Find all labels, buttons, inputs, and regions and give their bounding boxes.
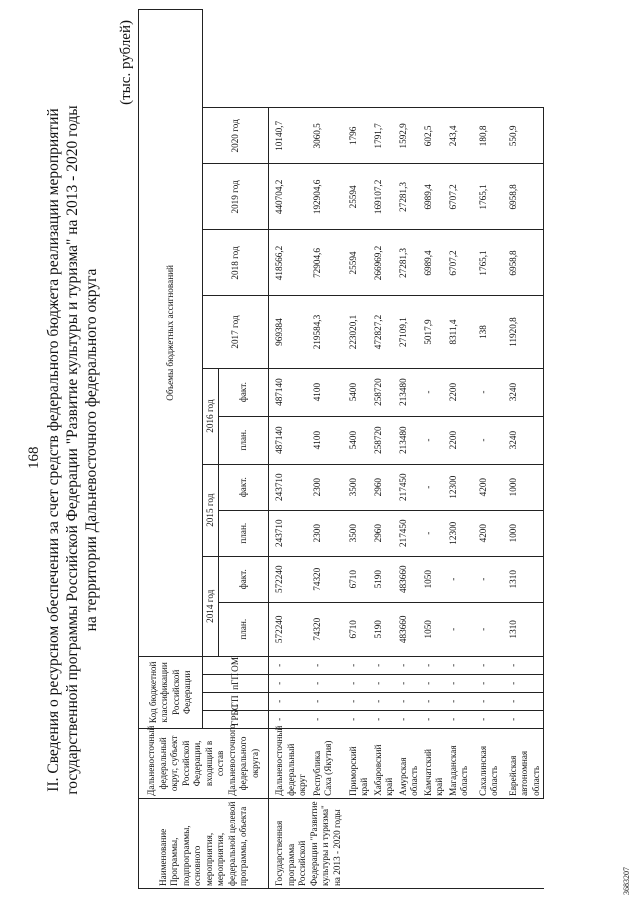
cell-f2014: 1310 — [507, 556, 544, 602]
cell-grbs: - — [269, 710, 311, 728]
units-label: (тыс. рублей) — [118, 20, 134, 105]
budget-table — [138, 9, 544, 889]
cell-gp: - — [347, 692, 372, 710]
title-line: II. Сведения о ресурсном обеспечении за счет средств федерального бюджета реализации мероприятий — [45, 108, 62, 792]
cell-y2017: 8311,4 — [447, 296, 477, 368]
cell-grbs: - — [507, 710, 544, 728]
cell-pgp: - — [447, 674, 477, 692]
header-plan: план. — [219, 602, 269, 656]
cell-gp: - — [477, 692, 507, 710]
cell-om: - — [311, 656, 347, 674]
cell-gp: - — [507, 692, 544, 710]
header-program: Наименование Программы, подпрограммы, основного мероприятия, мероприятия, федеральной целевой программы, объекта — [139, 798, 269, 888]
cell-y2017: 969384 — [269, 296, 311, 368]
header-year-2019: 2019 год — [203, 164, 269, 230]
cell-f2015: 2300 — [311, 464, 347, 510]
cell-y2019: 1765,1 — [477, 164, 507, 230]
cell-y2018: 6989,4 — [422, 230, 447, 296]
cell-om: - — [347, 656, 372, 674]
header-year-2018: 2018 год — [203, 230, 269, 296]
cell-f2015: 217450 — [397, 464, 422, 510]
cell-p2015: 3500 — [347, 510, 372, 556]
cell-y2017: 27109,1 — [397, 296, 422, 368]
cell-grbs: - — [311, 710, 347, 728]
cell-f2014: 74320 — [311, 556, 347, 602]
region-cell: Республика Саха (Якутия) — [311, 728, 347, 798]
cell-p2014: 1310 — [507, 602, 544, 656]
cell-om: - — [372, 656, 397, 674]
cell-y2020: 1796 — [347, 108, 372, 164]
region-cell: Магаданская область — [447, 728, 477, 798]
header-year-2015: 2015 год — [203, 464, 219, 556]
table-row — [347, 10, 372, 889]
header-fact: факт. — [219, 556, 269, 602]
table-row — [477, 10, 507, 889]
cell-f2016: 487140 — [269, 368, 311, 416]
cell-f2016: 258720 — [372, 368, 397, 416]
header-gp: ГП — [203, 692, 269, 710]
cell-y2020: 550,9 — [507, 108, 544, 164]
header-om: ОМ — [203, 656, 269, 674]
cell-p2014: 6710 — [347, 602, 372, 656]
cell-gp: - — [447, 692, 477, 710]
cell-grbs: - — [372, 710, 397, 728]
cell-pgp: - — [477, 674, 507, 692]
cell-y2019: 440704,2 — [269, 164, 311, 230]
table-row — [422, 10, 447, 889]
header-year-2017: 2017 год — [203, 296, 269, 368]
cell-f2015: 2960 — [372, 464, 397, 510]
cell-f2014: - — [477, 556, 507, 602]
cell-p2016: - — [477, 416, 507, 464]
cell-y2018: 6958,8 — [507, 230, 544, 296]
cell-p2015: - — [422, 510, 447, 556]
cell-y2018: 72904,6 — [311, 230, 347, 296]
cell-p2016: 4100 — [311, 416, 347, 464]
region-cell: Амурская область — [397, 728, 422, 798]
cell-y2018: 27281,3 — [397, 230, 422, 296]
cell-f2016: 4100 — [311, 368, 347, 416]
cell-f2016: 3240 — [507, 368, 544, 416]
cell-f2014: 483660 — [397, 556, 422, 602]
region-cell: Приморский край — [347, 728, 372, 798]
cell-f2015: 1000 — [507, 464, 544, 510]
region-cell: Камчатский край — [422, 728, 447, 798]
cell-p2014: 483660 — [397, 602, 422, 656]
cell-p2015: 217450 — [397, 510, 422, 556]
header-year-2014: 2014 год — [203, 556, 219, 656]
header-plan: план. — [219, 416, 269, 464]
header-pgp: пГП — [203, 674, 269, 692]
cell-grbs: - — [477, 710, 507, 728]
cell-pgp: - — [269, 674, 311, 692]
table-row — [507, 10, 544, 889]
cell-om: - — [477, 656, 507, 674]
cell-p2015: 2300 — [311, 510, 347, 556]
cell-p2016: 487140 — [269, 416, 311, 464]
cell-y2020: 1592,9 — [397, 108, 422, 164]
cell-om: - — [422, 656, 447, 674]
cell-y2017: 11920,8 — [507, 296, 544, 368]
cell-f2016: - — [422, 368, 447, 416]
cell-f2015: 243710 — [269, 464, 311, 510]
cell-p2015: 12300 — [447, 510, 477, 556]
cell-grbs: - — [397, 710, 422, 728]
table-row — [397, 10, 422, 889]
cell-p2014: - — [447, 602, 477, 656]
cell-p2016: - — [422, 416, 447, 464]
cell-grbs: - — [347, 710, 372, 728]
cell-y2017: 138 — [477, 296, 507, 368]
cell-y2018: 1765,1 — [477, 230, 507, 296]
document-title — [44, 55, 101, 845]
cell-y2019: 6707,2 — [447, 164, 477, 230]
cell-pgp: - — [507, 674, 544, 692]
cell-pgp: - — [347, 674, 372, 692]
cell-pgp: - — [311, 674, 347, 692]
cell-y2019: 6989,4 — [422, 164, 447, 230]
cell-gp: - — [311, 692, 347, 710]
region-cell: Сахалинская область — [477, 728, 507, 798]
header-plan: план. — [219, 510, 269, 556]
cell-y2019: 27281,3 — [397, 164, 422, 230]
cell-p2015: 1000 — [507, 510, 544, 556]
cell-f2016: 213480 — [397, 368, 422, 416]
cell-gp: - — [269, 692, 311, 710]
cell-f2014: - — [447, 556, 477, 602]
page-number: 168 — [26, 446, 42, 469]
cell-om: - — [447, 656, 477, 674]
cell-om: - — [397, 656, 422, 674]
cell-f2014: 1050 — [422, 556, 447, 602]
header-grbs: ГРБС — [203, 710, 269, 728]
cell-pgp: - — [397, 674, 422, 692]
table-row — [447, 10, 477, 889]
table-row — [269, 10, 311, 889]
cell-y2020: 1791,7 — [372, 108, 397, 164]
cell-grbs: - — [447, 710, 477, 728]
cell-p2016: 2200 — [447, 416, 477, 464]
cell-f2016: 5400 — [347, 368, 372, 416]
cell-y2019: 6958,8 — [507, 164, 544, 230]
cell-p2015: 4200 — [477, 510, 507, 556]
cell-y2020: 10140,7 — [269, 108, 311, 164]
cell-p2015: 243710 — [269, 510, 311, 556]
program-name-cell: Государственная программа Российской Федерации "Развитие культуры и туризма" на 2013 - 2020 годы — [269, 798, 544, 888]
cell-f2015: 3500 — [347, 464, 372, 510]
cell-p2016: 3240 — [507, 416, 544, 464]
cell-y2018: 266969,2 — [372, 230, 397, 296]
cell-y2019: 25594 — [347, 164, 372, 230]
cell-f2014: 5190 — [372, 556, 397, 602]
cell-y2018: 25594 — [347, 230, 372, 296]
cell-p2016: 213480 — [397, 416, 422, 464]
cell-f2015: 4200 — [477, 464, 507, 510]
cell-f2016: - — [477, 368, 507, 416]
cell-y2020: 243,4 — [447, 108, 477, 164]
header-budget-code: Код бюджетной классификации Российской Федерации — [139, 656, 203, 728]
header-volumes: Объемы бюджетных ассигнований — [139, 10, 203, 657]
cell-f2014: 6710 — [347, 556, 372, 602]
cell-grbs: - — [422, 710, 447, 728]
cell-y2020: 180,8 — [477, 108, 507, 164]
cell-f2016: 2200 — [447, 368, 477, 416]
cell-p2014: - — [477, 602, 507, 656]
cell-y2019: 169107,2 — [372, 164, 397, 230]
title-line: государственной программы Российской Федерации "Развитие культуры и туризма" на 2013 - 2020 годы — [64, 105, 81, 795]
cell-y2020: 3060,5 — [311, 108, 347, 164]
cell-pgp: - — [372, 674, 397, 692]
cell-p2014: 572240 — [269, 602, 311, 656]
cell-gp: - — [372, 692, 397, 710]
header-fact: факт. — [219, 368, 269, 416]
region-cell: Хабаровский край — [372, 728, 397, 798]
cell-p2016: 258720 — [372, 416, 397, 464]
header-fact: факт. — [219, 464, 269, 510]
header-year-2020: 2020 год — [203, 108, 269, 164]
cell-p2014: 5190 — [372, 602, 397, 656]
cell-p2015: 2960 — [372, 510, 397, 556]
cell-p2014: 1050 — [422, 602, 447, 656]
cell-y2017: 223020,1 — [347, 296, 372, 368]
cell-y2017: 219584,3 — [311, 296, 347, 368]
cell-y2019: 192904,6 — [311, 164, 347, 230]
cell-y2017: 5017,9 — [422, 296, 447, 368]
cell-f2014: 572240 — [269, 556, 311, 602]
region-cell: Еврейская автономная область — [507, 728, 544, 798]
cell-p2014: 74320 — [311, 602, 347, 656]
cell-pgp: - — [422, 674, 447, 692]
cell-y2017: 472827,2 — [372, 296, 397, 368]
header-year-2016: 2016 год — [203, 368, 219, 464]
cell-gp: - — [397, 692, 422, 710]
table-row — [311, 10, 347, 889]
table-row — [372, 10, 397, 889]
cell-om: - — [507, 656, 544, 674]
cell-f2015: - — [422, 464, 447, 510]
cell-om: - — [269, 656, 311, 674]
title-line: на территории Дальневосточного федерального округа — [83, 268, 100, 632]
cell-p2016: 5400 — [347, 416, 372, 464]
header-region: Дальневосточный федеральный округ, субъект Российской Федерации, входящий в состав Дальневосточного федерального округа) — [139, 728, 269, 798]
cell-gp: - — [422, 692, 447, 710]
cell-y2020: 602,5 — [422, 108, 447, 164]
cell-f2015: 12300 — [447, 464, 477, 510]
cell-y2018: 6707,2 — [447, 230, 477, 296]
document-id: 3683207 — [622, 867, 631, 895]
cell-y2018: 418566,2 — [269, 230, 311, 296]
region-cell: Дальневосточный федеральный округ — [269, 728, 311, 798]
